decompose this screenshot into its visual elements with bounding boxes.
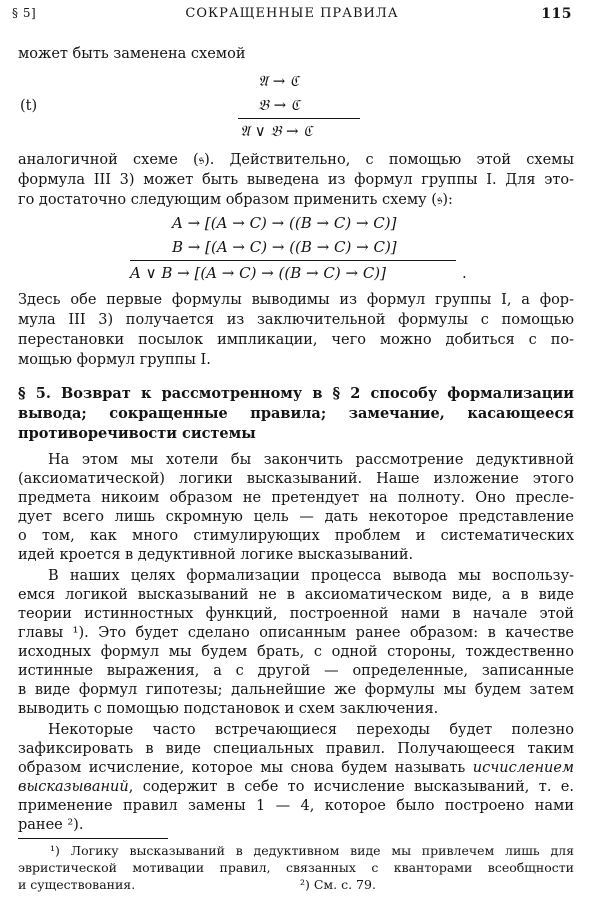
scheme-s-line-1: A → [(A → C) → ((B → C) → C)] [172, 214, 397, 232]
intro-line: может быть заменена схемой [18, 46, 246, 62]
header-title: СОКРАЩЕННЫЕ ПРАВИЛА [185, 6, 399, 21]
section-heading-line-3: противоречивости системы [18, 425, 256, 442]
para2-line-1: Здесь обе первые формулы выводимы из формул группы I, а фор- [18, 292, 574, 308]
section-heading-line-1: § 5. Возврат к рассмотренному в § 2 способу формализации [18, 385, 574, 402]
header-section: § 5] [12, 6, 37, 20]
para2-line-3: перестановки посылок импликации, чего можно добиться с по- [18, 332, 574, 348]
para5-line-3 [18, 758, 574, 778]
para5-line-4-text: , содержит в себе то исчисление высказываний, т. е. [128, 779, 574, 795]
scheme-t-premise-1: 𝔄 → ℭ [258, 72, 300, 90]
para4-line-8: выводить с помощью подстановок и схем заключения. [18, 701, 439, 717]
para4-line-7: в виде формул гипотезы; дальнейшие же формулы мы будем затем [18, 682, 574, 698]
footnote-1-line-3: и существования. [18, 877, 136, 892]
para5-line-6: ранее ²). [18, 817, 84, 833]
para4-line-1: В наших целях формализации процесса вывода мы воспользу- [48, 568, 574, 584]
term-propositional-calculus-2: высказываний [18, 779, 129, 795]
scheme-s-period: . [462, 264, 467, 282]
footnote-2: ²) См. с. 79. [300, 877, 376, 892]
para4-line-6: истинные выражения, а с другой — определенные, записанные [18, 663, 574, 679]
para5-line-5: применение правил замены 1 — 4, которое было построено нами [18, 798, 574, 814]
para1-line-3: го достаточно следующим образом применить схему (𝔰): [18, 192, 453, 208]
para4-line-5: исходных формул мы будем брать, с одной стороны, тождественно [18, 644, 574, 660]
scheme-t-conclusion: 𝔄 ∨ 𝔅 → ℭ [240, 122, 313, 140]
scheme-t-rule [238, 118, 360, 119]
para3-line-1: На этом мы хотели бы закончить рассмотрение дедуктивной [48, 452, 574, 468]
para2-line-4: мощью формул группы I. [18, 352, 211, 368]
para5-line-4 [18, 777, 574, 797]
term-propositional-calculus-1: исчислением [472, 760, 574, 776]
footnote-1-line-1: ¹) Логику высказываний в дедуктивном виде мы привлечем лишь для [50, 843, 574, 858]
scheme-s-line-2: B → [(A → C) → ((B → C) → C)] [172, 238, 397, 256]
para5-line-1: Некоторые часто встречающиеся переходы будет полезно [48, 722, 574, 738]
para2-line-2: мула III 3) получается из заключительной формулы с помощью [18, 312, 574, 328]
scheme-t-premise-2: 𝔅 → ℭ [258, 96, 300, 114]
para5-line-2: зафиксировать в виде специальных правил. Получающееся таким [18, 741, 574, 757]
para3-line-6: идей кроется в дедуктивной логике высказываний. [18, 547, 414, 563]
para4-line-4: главы ¹). Это будет сделано описанным ранее образом: в качестве [18, 625, 574, 641]
section-heading-line-2: вывода; сокращенные правила; замечание, касающееся [18, 405, 574, 422]
scheme-s-conclusion: A ∨ B → [(A → C) → ((B → C) → C)] [130, 264, 386, 282]
para1-line-2: формула III 3) может быть выведена из формул группы I. Для это- [18, 172, 574, 188]
para5-line-3-text: образом исчисление, которое мы снова будем называть [18, 760, 473, 776]
page-number: 115 [541, 6, 572, 22]
running-header [12, 6, 572, 24]
para3-line-5: о том, как много стимулирующих проблем и систематических [18, 528, 574, 544]
scheme-s-rule [130, 260, 456, 261]
para3-line-3: предмета никоим образом не претендует на полноту. Оно пресле- [18, 490, 574, 506]
para3-line-4: дует всего лишь скромную цель — дать некоторое представление [18, 509, 574, 525]
para4-line-3: теории истинностных функций, построенной нами в начале этой [18, 606, 574, 622]
para1-line-1: аналогичной схеме (𝔰). Действительно, с помощью этой схемы [18, 152, 574, 168]
para3-line-2: (аксиоматической) логики высказываний. Наше изложение этого [18, 471, 574, 487]
scheme-t-label: (t) [20, 98, 38, 114]
footnote-1-line-2: эвристической мотивации правил, связанных с кванторами всеобщности [18, 860, 574, 875]
para4-line-2: емся логикой высказываний не в аксиоматическом виде, а в виде [18, 587, 574, 603]
